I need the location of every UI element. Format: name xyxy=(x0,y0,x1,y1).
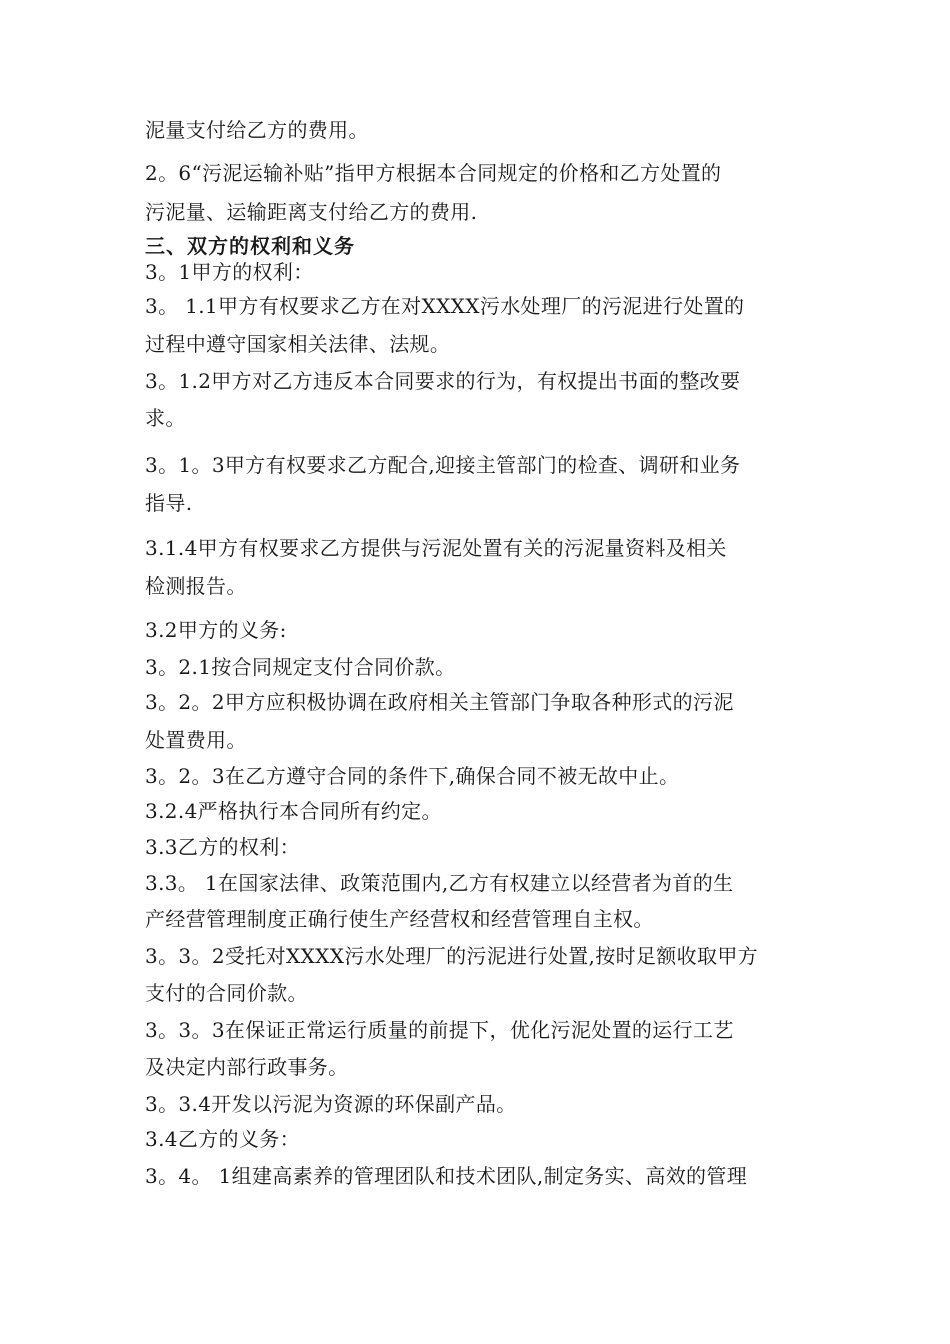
text-line: 3.2甲方的义务: xyxy=(145,618,287,642)
text-line: 3.1.4甲方有权要求乙方提供与污泥处置有关的污泥量资料及相关 xyxy=(145,536,727,560)
text-line: 支付的合同价款。 xyxy=(145,981,308,1005)
text-line: 3。3。3在保证正常运行质量的前提下，优化污泥处置的运行工艺 xyxy=(145,1018,734,1042)
text-line: 3。3.4开发以污泥为资源的环保副产品。 xyxy=(145,1092,517,1116)
text-line: 产经营管理制度正确行使生产经营权和经营管理自主权。 xyxy=(145,907,654,931)
text-line: 3。 1.1甲方有权要求乙方在对XXXX污水处理厂的污泥进行处置的 xyxy=(145,294,745,318)
section-heading: 三、双方的权利和义务 xyxy=(145,234,355,258)
text-line: 3.3。 1在国家法律、政策范围内,乙方有权建立以经营者为首的生 xyxy=(145,871,734,895)
text-line: 泥量支付给乙方的费用。 xyxy=(145,118,369,142)
text-line: 污泥量、运输距离支付给乙方的费用. xyxy=(145,200,478,224)
text-line: 3。2.1按合同规定支付合同价款。 xyxy=(145,655,456,679)
text-line: 3。2。3在乙方遵守合同的条件下,确保合同不被无故中止。 xyxy=(145,764,680,788)
text-line: 求。 xyxy=(145,406,186,430)
text-line: 指导. xyxy=(145,491,193,515)
text-line: 过程中遵守国家相关法律、法规。 xyxy=(145,332,451,356)
text-line: 3。2。2甲方应积极协调在政府相关主管部门争取各种形式的污泥 xyxy=(145,690,734,714)
text-line: 3。3。2受托对XXXX污水处理厂的污泥进行处置,按时足额收取甲方 xyxy=(145,944,759,968)
text-line: 3.3乙方的权利： xyxy=(145,835,300,859)
text-line: 2。6“污泥运输补贴”指甲方根据本合同规定的价格和乙方处置的 xyxy=(145,161,722,185)
text-line: 3。1甲方的权利： xyxy=(145,260,314,284)
text-line: 处置费用。 xyxy=(145,728,247,752)
text-line: 3.2.4严格执行本合同所有约定。 xyxy=(145,799,442,823)
text-line: 及决定内部行政事务。 xyxy=(145,1055,349,1079)
text-line: 3。1.2甲方对乙方违反本合同要求的行为，有权提出书面的整改要 xyxy=(145,369,741,393)
text-line: 检测报告。 xyxy=(145,574,247,598)
text-line: 3.4乙方的义务： xyxy=(145,1127,300,1151)
text-line: 3。4。 1组建高素养的管理团队和技术团队,制定务实、高效的管理 xyxy=(145,1164,748,1188)
text-line: 3。1。3甲方有权要求乙方配合,迎接主管部门的检查、调研和业务 xyxy=(145,453,741,477)
